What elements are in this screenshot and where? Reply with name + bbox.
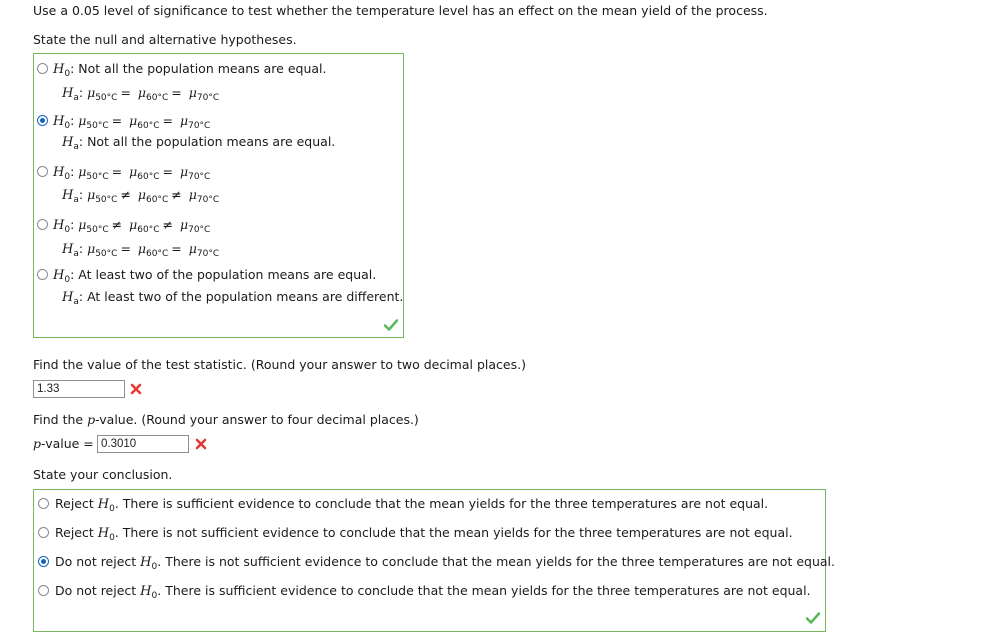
conclusion-option-2: Reject $H_0$. There is not sufficient evidence to conclude that the mean yields for the three temperatures are not equal. [55,525,793,543]
option-3-ha: $H_a$: $\mu_{50^\circ C} \ne \mu_{60^\circ C} \ne \mu_{70^\circ C}$ [62,187,220,205]
x-icon [195,438,207,450]
conclusion-option-2-radio[interactable] [38,527,49,538]
conclusion-option-1-radio[interactable] [38,498,49,509]
conclusion-option-3: Do not reject $H_0$. There is not sufficient evidence to conclude that the mean yields for the three temperatures are not equal. [55,554,835,572]
conclusion-option-4: Do not reject $H_0$. There is sufficient evidence to conclude that the mean yields for the three temperatures are not equal. [55,583,811,601]
hypothesis-option-5-radio[interactable] [37,269,48,280]
test-statistic-prompt: Find the value of the test statistic. (Round your answer to two decimal places.) [33,357,526,372]
conclusion-option-1: Reject $H_0$. There is sufficient evidence to conclude that the mean yields for the three temperatures are not equal. [55,496,769,514]
test-statistic-input[interactable]: 1.33 [33,380,125,398]
pvalue-prompt: Find the p-value. (Round your answer to four decimal places.) [33,412,419,427]
hypotheses-prompt: State the null and alternative hypotheses. [33,32,297,47]
pvalue-input[interactable]: 0.3010 [97,435,189,453]
hypothesis-option-3-radio[interactable] [37,166,48,177]
option-3-h0: $H_0$: $\mu_{50^\circ C} = \mu_{60^\circ C} = \mu_{70^\circ C}$ [53,164,211,182]
hypothesis-option-2-radio[interactable] [37,115,48,126]
option-2-ha: $H_a$: Not all the population means are equal. [62,134,336,152]
x-icon [130,383,142,395]
option-5-h0: $H_0$: At least two of the population means are equal. [53,267,377,285]
option-2-h0: $H_0$: $\mu_{50^\circ C} = \mu_{60^\circ C} = \mu_{70^\circ C}$ [53,113,211,131]
intro-text: Use a 0.05 level of significance to test whether the temperature level has an effect on the mean yield of the process. [33,3,768,18]
pvalue-label: p-value = [33,436,94,451]
hypothesis-option-1-radio[interactable] [37,63,48,74]
option-1-h0: $H_0$: Not all the population means are equal. [53,61,327,79]
option-5-ha: $H_a$: At least two of the population means are different. [62,289,404,307]
hypothesis-option-4-radio[interactable] [37,219,48,230]
option-1-ha: $H_a$: $\mu_{50^\circ C} = \mu_{60^\circ C} = \mu_{70^\circ C}$ [62,85,220,103]
conclusion-option-3-radio[interactable] [38,556,49,567]
check-icon [806,612,820,624]
check-icon [384,319,398,331]
option-4-h0: $H_0$: $\mu_{50^\circ C} \ne \mu_{60^\circ C} \ne \mu_{70^\circ C}$ [53,217,211,235]
conclusion-option-4-radio[interactable] [38,585,49,596]
option-4-ha: $H_a$: $\mu_{50^\circ C} = \mu_{60^\circ C} = \mu_{70^\circ C}$ [62,241,220,259]
conclusion-prompt: State your conclusion. [33,467,173,482]
